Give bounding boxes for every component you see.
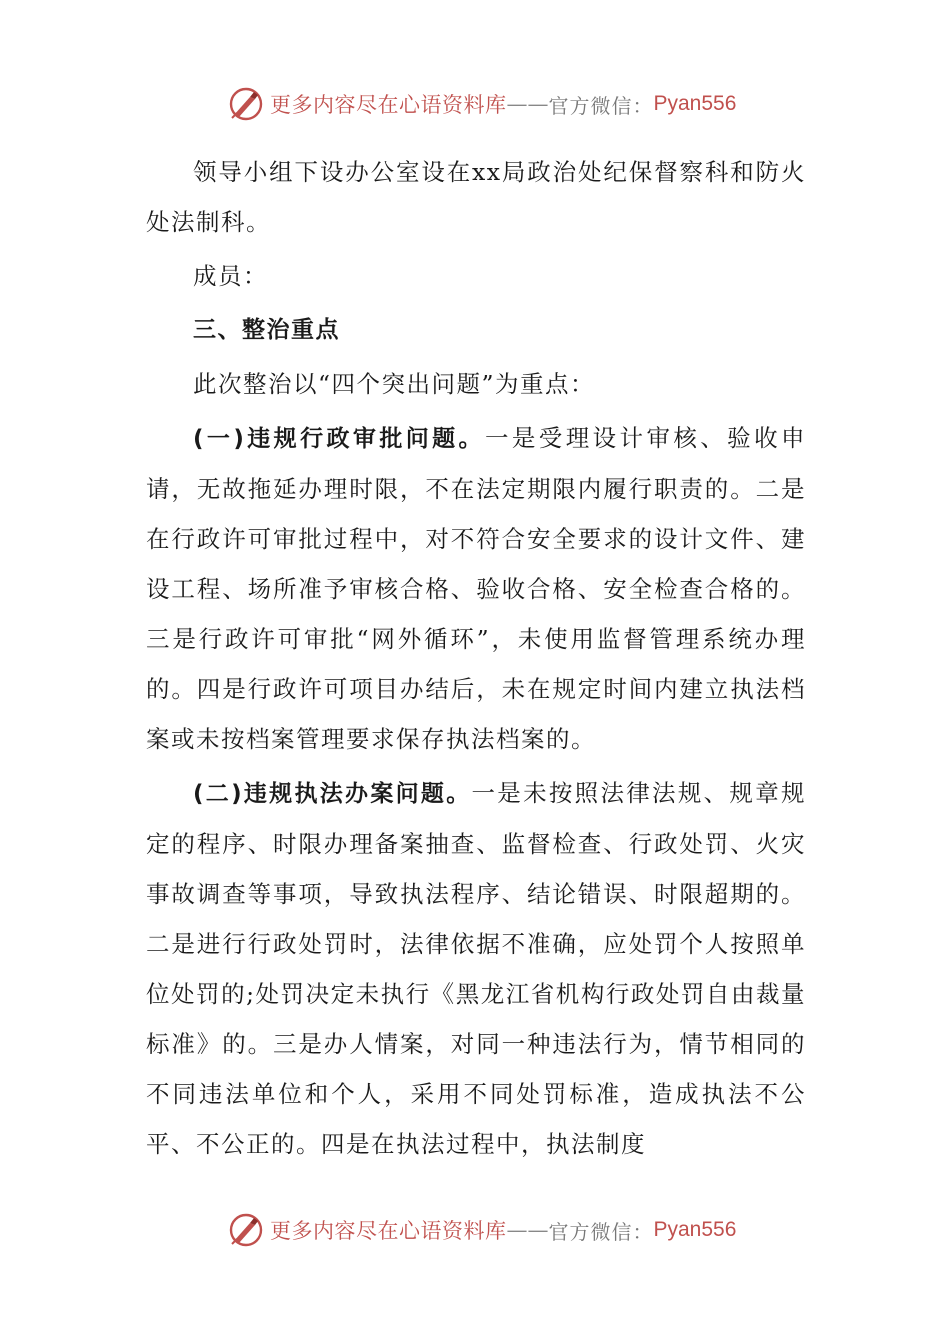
banner-dash: ——: [506, 1218, 549, 1242]
paragraph-focus-intro: 此次整治以“四个突出问题”为重点：: [193, 370, 596, 398]
paragraph-item-1: [146, 413, 806, 764]
official-wechat-label: 官方微信：: [548, 1219, 654, 1244]
banner-dash: ——: [506, 92, 549, 116]
section-heading: 三、整治重点: [193, 317, 340, 343]
item-1-title: (一)违规行政审批问题。: [193, 426, 485, 452]
header-watermark-banner: [228, 84, 736, 124]
document-body: [146, 147, 806, 1169]
item-2-body: 一是未按照法律法规、规章规定的程序、时限办理备案抽查、监督检查、行政处罚、火灾事故调查等事项，导致执法程序、结论错误、时限超期的。二是进行行政处罚时，法律依据不准确，应处罚个人按照单位处罚的;处罚决定未执行《黑龙江省机构行政处罚自由裁量标准》的。三是办人情案，对同一种违法行为，情节相同的不同违法单位和个人，采用不同处罚标准，造成执法不公平、不公正的。四是在执法过程中，执法制度: [146, 779, 806, 1158]
pen-logo-icon: [228, 1212, 264, 1248]
official-wechat-label: 官方微信：: [548, 93, 654, 118]
paragraph-members: 成员：: [193, 262, 268, 290]
pen-logo-icon: [228, 86, 264, 122]
wechat-id: Pyan556: [653, 1218, 737, 1241]
item-2-title: (二)违规执法办案问题。: [193, 781, 472, 807]
paragraph-office: 领导小组下设办公室设在xx局政治处纪保督察科和防火处法制科。: [146, 158, 806, 236]
library-name: 更多内容尽在心语资料库: [270, 1219, 507, 1243]
item-1-body: 一是受理设计审核、验收申请，无故拖延办理时限，不在法定期限内履行职责的。二是在行政许可审批过程中，对不符合安全要求的设计文件、建设工程、场所准予审核合格、验收合格、安全检查合格的。三是行政许可审批“网外循环”，未使用监督管理系统办理的。四是行政许可项目办结后，未在规定时间内建立执法档案或未按档案管理要求保存执法档案的。: [146, 424, 806, 753]
wechat-id: Pyan556: [653, 92, 737, 115]
library-name: 更多内容尽在心语资料库: [270, 93, 507, 117]
paragraph-item-2: [146, 768, 806, 1169]
footer-watermark-banner: [228, 1210, 736, 1250]
